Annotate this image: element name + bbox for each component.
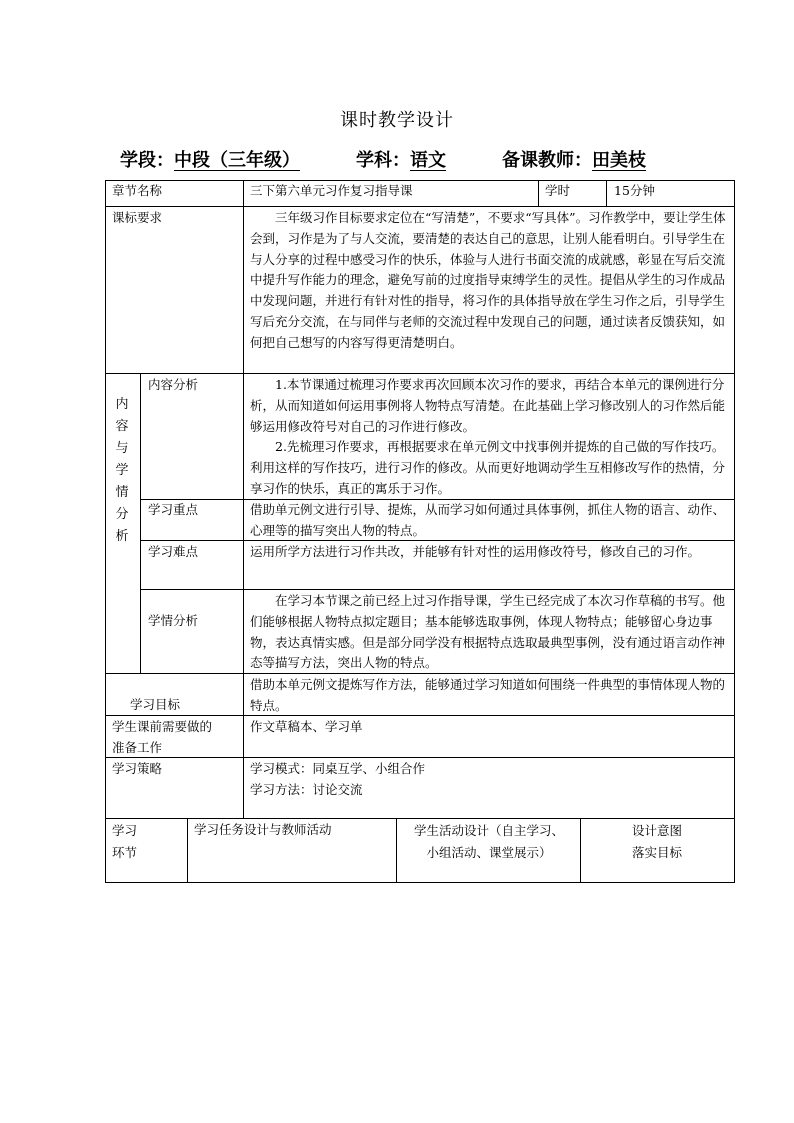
stage-label: 学段： <box>120 150 174 171</box>
col-line <box>396 818 397 882</box>
col-header-student <box>400 820 578 864</box>
preparation-label-line2: 准备工作 <box>112 739 163 755</box>
row-line <box>105 373 735 374</box>
preparation-label-line1: 学生课前需要做的 <box>112 719 213 734</box>
group-char: 析 <box>115 529 129 544</box>
col-line <box>538 180 539 206</box>
table-border-right <box>734 180 735 883</box>
content-paragraph-2: 2.先梳理习作要求，再根据要求在单元例文中找事例并提炼的自己做的写作技巧。利用这样的写作技巧，进行习作的修改。从而更好地调动学生互相修改写作的热情，分享习作的快乐，真正的寓乐于习作。 <box>250 439 726 496</box>
goal-text: 借助本单元例文提炼写作方法，能够通过学习知道如何围绕一件典型的事情体现人物的特点。 <box>250 677 726 713</box>
standard-text <box>250 208 730 354</box>
table-border-bottom <box>105 882 735 883</box>
group-char: 情 <box>115 485 129 500</box>
stage-value: 中段（三年级） <box>174 150 300 171</box>
strategy-line-1: 学习模式：同桌互学、小组合作 <box>250 761 426 776</box>
content-paragraph-1: 1.本节课通过梳理习作要求再次回顾本次习作的要求，再结合本单元的课例进行分析，从而知道如何运用事例将人物特点写清楚。在此基础上学习修改别人的习作然后能够运用修改符号对自己的习作进行修改。 <box>250 377 726 434</box>
difficulty-label: 学习难点 <box>148 544 199 559</box>
group-char: 分 <box>115 507 129 522</box>
col-line <box>606 180 607 206</box>
table-border-left <box>105 180 106 882</box>
strategy-label: 学习策略 <box>112 761 163 776</box>
key-point-text: 借助单元例文进行引导、提炼，从而学习如何通过具体事例，抓住人物的语言、动作、心理等的描写突出人物的特点。 <box>250 502 726 538</box>
col-header-task: 学习任务设计与教师活动 <box>194 822 332 837</box>
subject-value: 语文 <box>410 150 446 171</box>
group-char: 容 <box>115 419 129 434</box>
difficulty-text: 运用所学方法进行习作共改，并能够有针对性的运用修改符号，修改自己的习作。 <box>250 544 701 559</box>
col-header-stage-line2: 环节 <box>112 845 138 860</box>
chapter-value: 三下第六单元习作复习指导课 <box>250 183 413 198</box>
subject-label: 学科： <box>356 150 410 171</box>
group-char: 学 <box>115 463 129 478</box>
col-header-intent-line2: 落实目标 <box>631 845 682 860</box>
header-meta <box>120 146 720 172</box>
strategy-text <box>250 759 730 801</box>
chapter-label: 章节名称 <box>112 183 163 198</box>
col-line <box>243 180 244 818</box>
col-header-stage-line1: 学习 <box>112 823 138 838</box>
col-header-intent <box>582 820 732 864</box>
content-analysis-label: 内容分析 <box>148 377 199 392</box>
group-char: 内 <box>115 397 129 412</box>
col-header-student-line2: 小组活动、课堂展示） <box>426 845 552 860</box>
document-title: 课时教学设计 <box>340 110 454 131</box>
standard-paragraph: 三年级习作目标要求定位在“写清楚”，不要求“写具体”。习作教学中，要让学生体会到，习作是为了与人交流，要清楚的表达自己的意思，让别人能看明白。引导学生在与人分享的过程中感受习作的快乐，体验与人进行书面交流的成就感，彰显在写后交流中提升写作能力的理念，避免写前的过度指导束缚学生的灵性。提倡从学生的习作成品中发现问题，并进行有针对性的指导，将习作的具体指导放在学生习作之后，引导学生写后充分交流，在与同伴与老师的交流过程中发现自己的问题，通过读者反馈获知，如何把自己想写的内容写得更清楚明白。 <box>250 210 726 350</box>
col-line <box>187 818 188 882</box>
hours-label: 学时 <box>545 183 571 198</box>
teacher-value: 田美枝 <box>592 150 646 171</box>
teacher-field <box>502 146 646 172</box>
preparation-text: 作文草稿本、学习单 <box>250 719 363 734</box>
key-point-label: 学习重点 <box>148 502 199 517</box>
row-line <box>105 206 735 207</box>
col-line <box>140 373 141 673</box>
col-header-student-line1: 学生活动设计（自主学习、 <box>413 823 564 838</box>
teacher-label: 备课教师： <box>502 150 592 171</box>
situation-text <box>250 591 730 674</box>
col-header-intent-line1: 设计意图 <box>631 823 682 838</box>
strategy-line-2: 学习方法：讨论交流 <box>250 781 363 797</box>
group-char: 与 <box>115 441 129 456</box>
subject-field <box>356 146 446 172</box>
hours-value: 15分钟 <box>614 183 655 198</box>
row-line <box>140 589 735 590</box>
situation-label: 学情分析 <box>148 613 199 628</box>
row-line <box>105 818 735 819</box>
content-analysis-text <box>250 375 730 500</box>
standard-label: 课标要求 <box>112 210 163 225</box>
preparation-label <box>112 717 242 759</box>
stage-field <box>120 146 300 172</box>
situation-paragraph: 在学习本节课之前已经上过习作指导课，学生已经完成了本次习作草稿的书写。他们能够根据人物特点拟定题目；基本能够选取事例，体现人物特点；能够留心身边事物，表达真情实感。但是部分同学没有根据特点选取最典型事例，没有通过语言动作神态等描写方法，突出人物的特点。 <box>250 593 726 671</box>
col-header-stage <box>112 820 182 864</box>
goal-label: 学习目标 <box>130 697 181 712</box>
col-line <box>580 818 581 882</box>
